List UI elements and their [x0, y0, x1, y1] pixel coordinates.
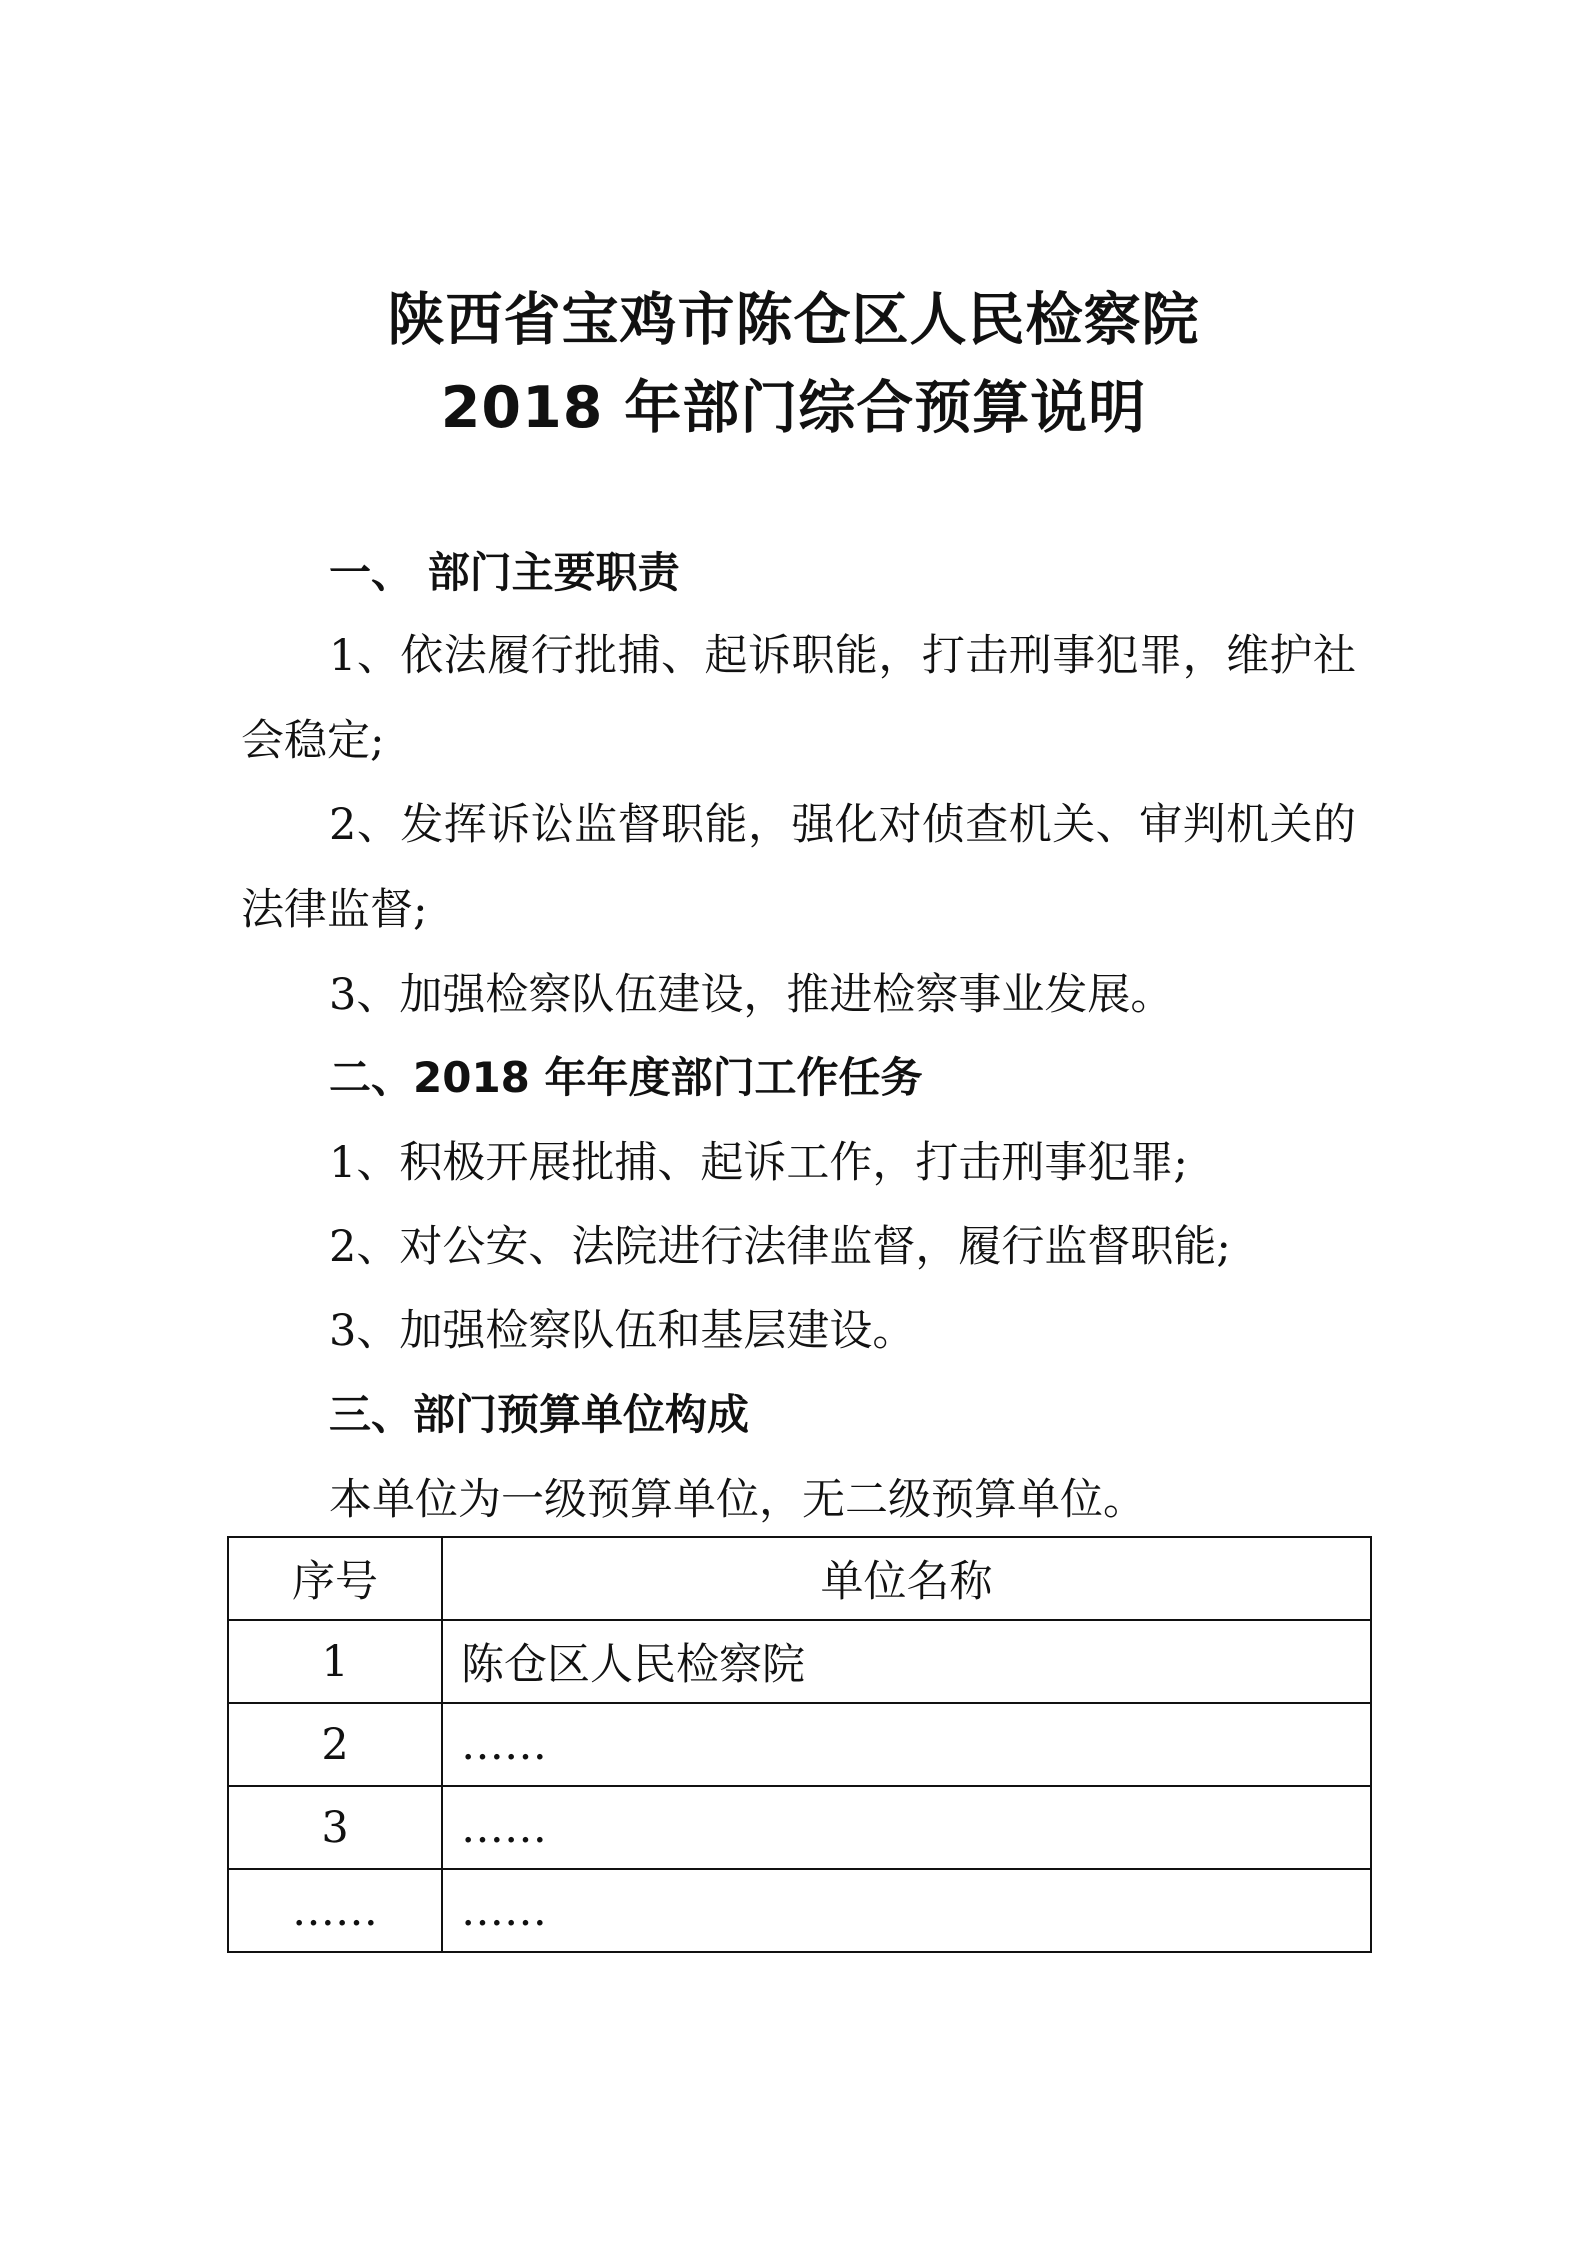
table-cell-index: 2	[228, 1703, 442, 1786]
table-cell-unit-name: ……	[442, 1869, 1371, 1952]
table-cell-index: 1	[228, 1620, 442, 1703]
table-header-cell: 序号	[228, 1537, 442, 1620]
section-1-item-1-line1: 1、依法履行批捕、起诉职能，打击刑事犯罪，维护社	[329, 631, 1356, 681]
table-row	[228, 1786, 1371, 1869]
section-3-text: 本单位为一级预算单位，无二级预算单位。	[329, 1475, 1146, 1525]
section-2-item-1: 1、积极开展批捕、起诉工作，打击刑事犯罪;	[329, 1138, 1188, 1188]
table-cell-unit-name: ……	[442, 1703, 1371, 1786]
section-1-heading: 一、 部门主要职责	[329, 548, 680, 597]
budget-units-table	[227, 1536, 1372, 1953]
table-header-row	[228, 1537, 1371, 1620]
section-2-item-3: 3、加强检察队伍和基层建设。	[329, 1306, 916, 1356]
section-2-item-2: 2、对公安、法院进行法律监督，履行监督职能;	[329, 1222, 1231, 1272]
table-row	[228, 1620, 1371, 1703]
document-title-line1: 陕西省宝鸡市陈仓区人民检察院	[387, 287, 1200, 353]
table-header-cell: 单位名称	[442, 1537, 1371, 1620]
table-cell-unit-name: ……	[442, 1786, 1371, 1869]
table-cell-unit-name: 陈仓区人民检察院	[442, 1620, 1371, 1703]
table-cell-index: 3	[228, 1786, 442, 1869]
section-1-item-3: 3、加强检察队伍建设，推进检察事业发展。	[329, 970, 1174, 1020]
section-1-item-2-line1: 2、发挥诉讼监督职能，强化对侦查机关、审判机关的	[329, 800, 1356, 850]
section-1-item-2-line2: 法律监督;	[241, 885, 428, 935]
table-row	[228, 1869, 1371, 1952]
section-1-item-1-line2: 会稳定;	[241, 716, 385, 766]
section-3-heading: 三、部门预算单位构成	[329, 1390, 750, 1439]
document-title-line2: 2018 年部门综合预算说明	[440, 375, 1147, 441]
section-2-heading: 二、2018 年年度部门工作任务	[329, 1053, 923, 1102]
table-cell-index: ……	[228, 1869, 442, 1952]
table-row	[228, 1703, 1371, 1786]
